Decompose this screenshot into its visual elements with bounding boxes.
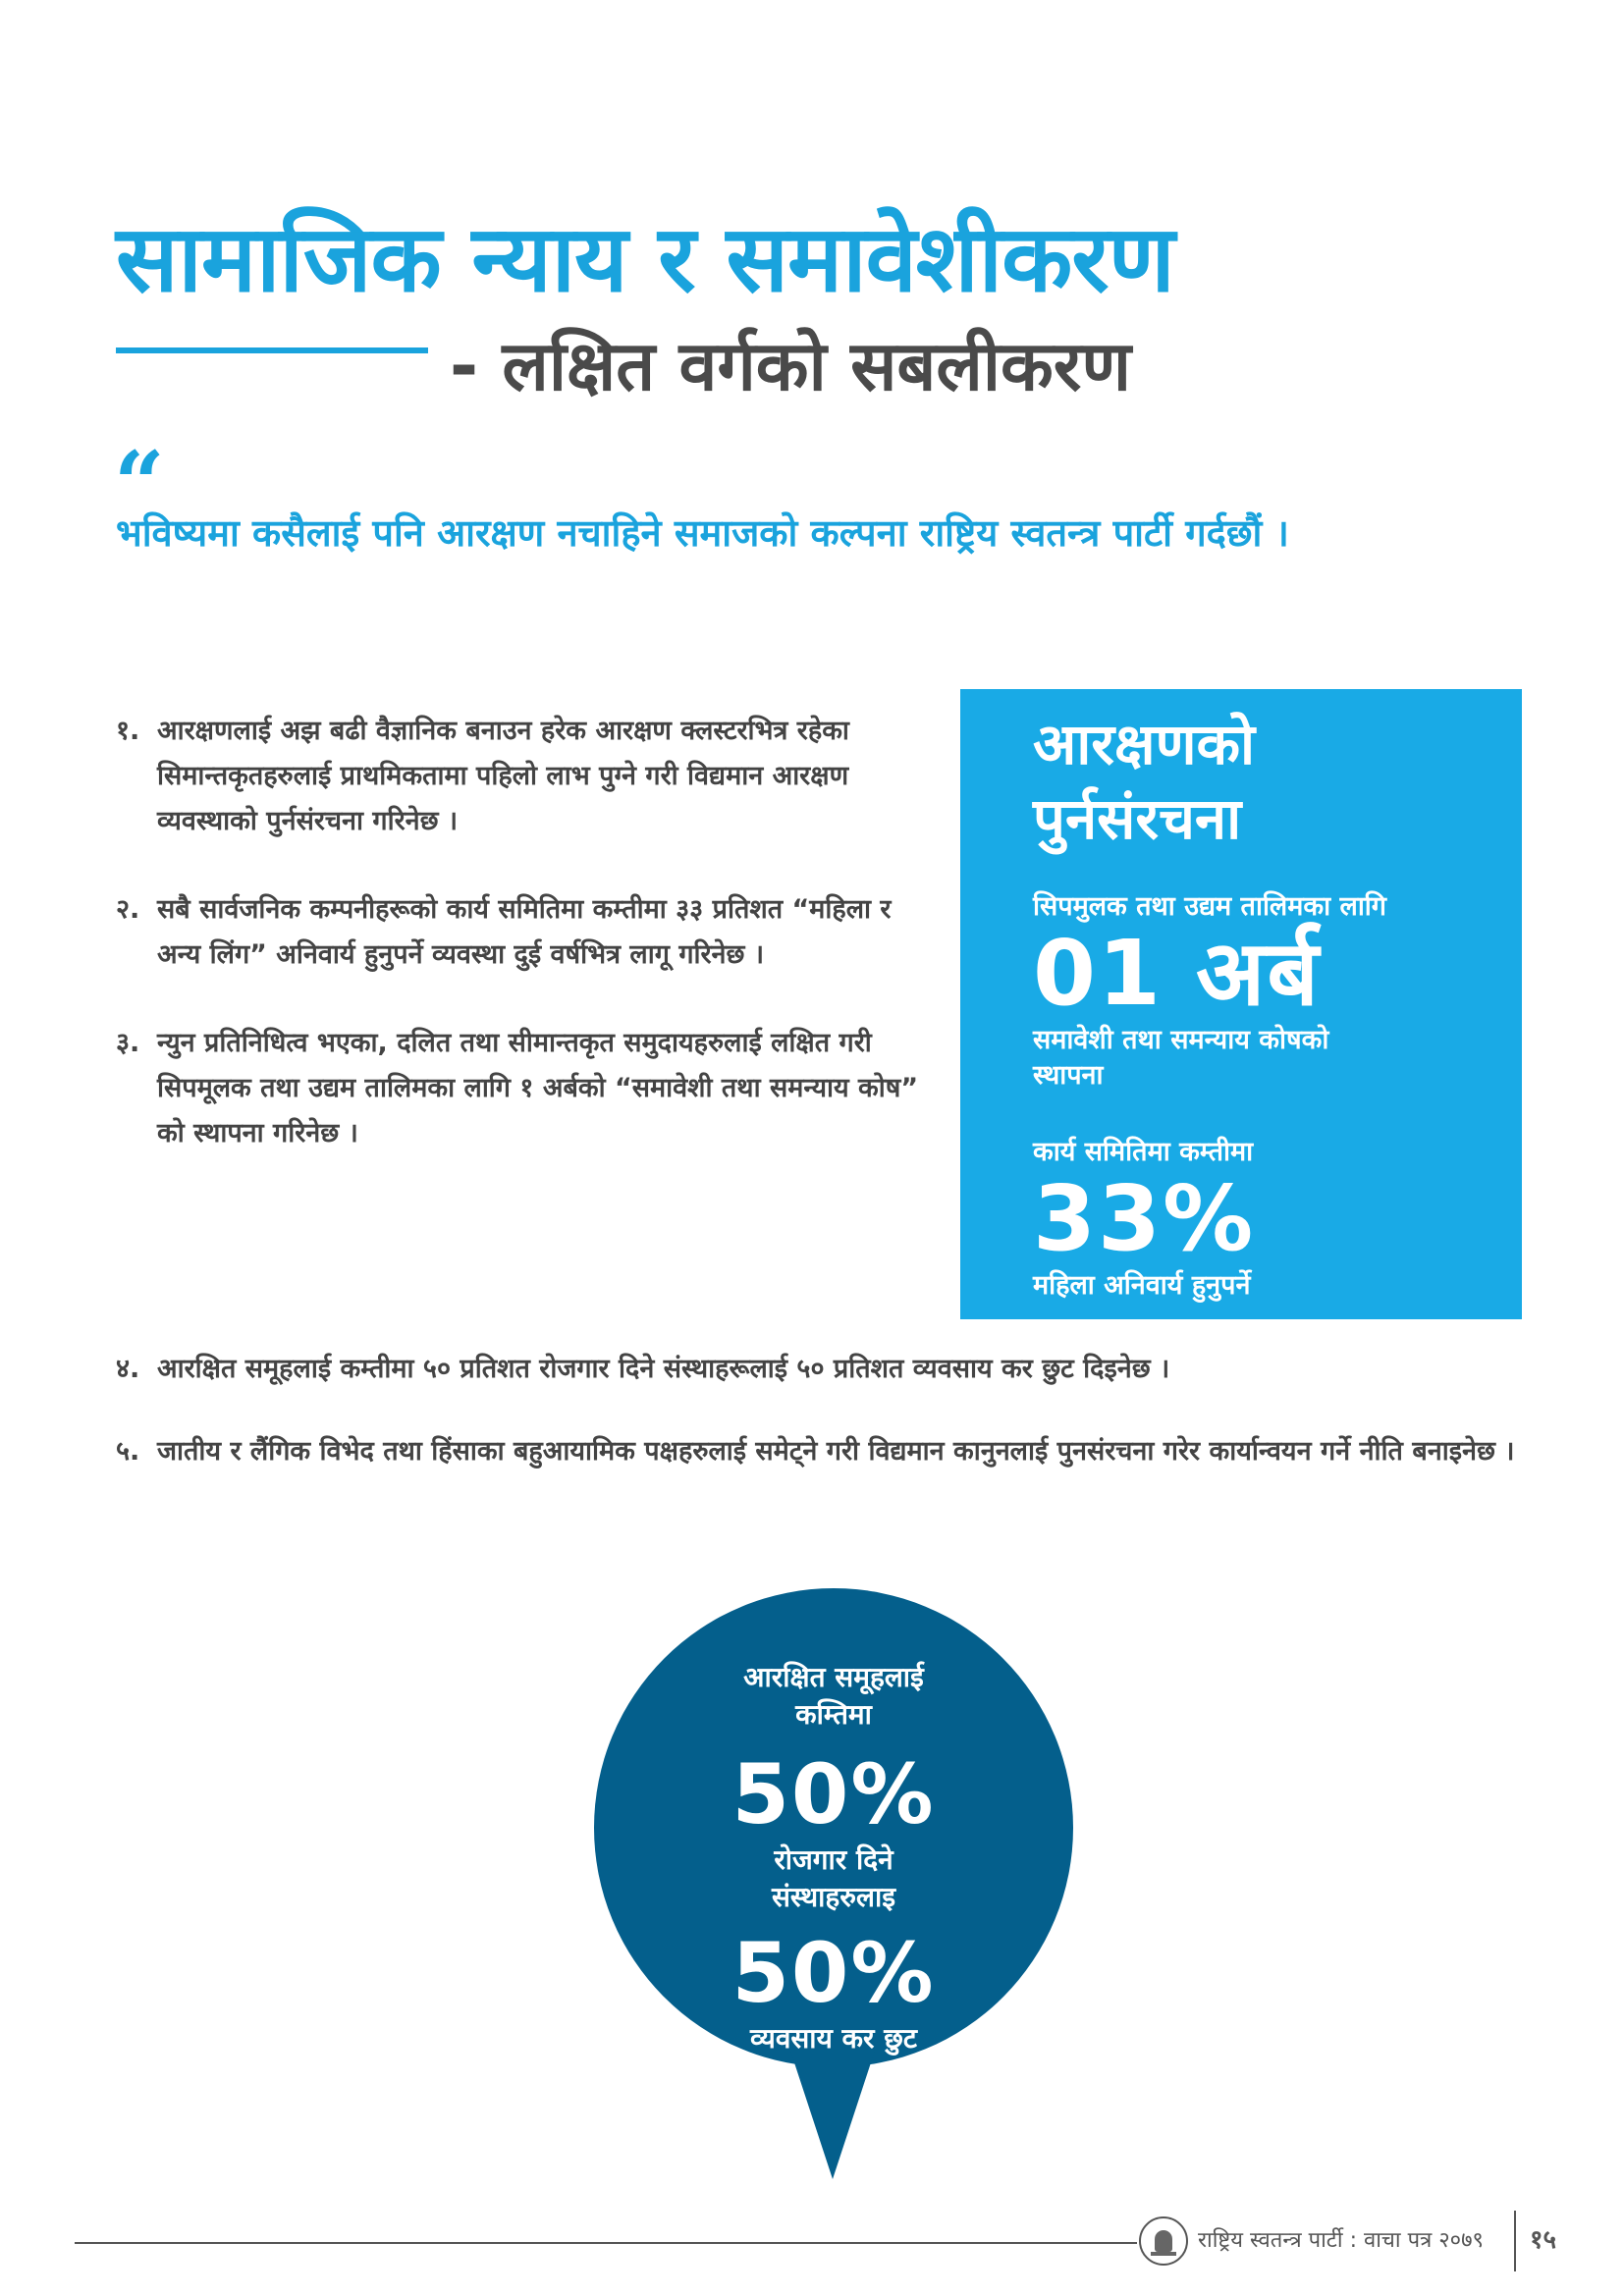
bell-logo-icon [1139,2216,1188,2266]
item-text: आरक्षणलाई अझ बढी वैज्ञानिक बनाउन हरेक आरक्षण क्लस्टरभित्र रहेका सिमान्तकृतहरुलाई प्राथमिकतामा पहिलो लाभ पुग्ने गरी विद्यमान आरक्षण व्यवस्थाको पुर्नसंरचना गरिनेछ । [157,716,849,836]
speech-bubble-content [594,1659,1073,2057]
commitment-list-bottom [116,1347,1530,1512]
bubble-text: रोजगार दिने [774,1843,893,1876]
bubble-tax-value: 50% [731,1925,936,2021]
bubble-employment-value: 50% [731,1746,936,1842]
speech-bubble-tail [787,2042,878,2179]
item-number: ३. [116,1028,140,1058]
page-title: सामाजिक न्याय र समावेशीकरण [116,206,1174,313]
pull-quote: भविष्यमा कसैलाई पनि आरक्षण नचाहिने समाजको कल्पना राष्ट्रिय स्वतन्त्र पार्टी गर्दछौं । [116,511,1289,555]
item-text: सबै सार्वजनिक कम्पनीहरूको कार्य समितिमा कम्तीमा ३३ प्रतिशत “महिला र अन्य लिंग” अनिवार्य हुनुपर्ने व्यवस्था दुई वर्षभित्र लागू गरिनेछ । [157,894,892,970]
list-item [116,1021,921,1156]
footer-rule [75,2242,1137,2244]
item-number: २. [116,894,140,925]
item-number: ५. [116,1436,140,1467]
item-text: न्युन प्रतिनिधित्व भएका, दलित तथा सीमान्तकृत समुदायहरुलाई लक्षित गरी सिपमूलक तथा उद्यम तालिमका लागि १ अर्बको “समावेशी तथा समन्याय कोष” को स्थापना गरिनेछ । [157,1028,919,1148]
fund-description-line: स्थापना [1033,1060,1104,1091]
item-text: आरक्षित समूहलाई कम्तीमा ५० प्रतिशत रोजगार दिने संस्थाहरूलाई ५० प्रतिशत व्यवसाय कर छुट दिइनेछ । [157,1354,1170,1384]
highlight-title-line: पुर्नसंरचना [1033,785,1242,852]
item-number: १. [116,716,140,746]
list-item [116,1429,1530,1474]
item-number: ४. [116,1354,140,1384]
list-item [116,709,921,844]
highlight-title-line: आरक्षणको [1033,711,1256,777]
page-number: १५ [1530,2225,1557,2255]
bubble-text: व्यवसाय कर छुट [750,2022,917,2055]
title-underline [116,347,428,353]
fund-value: 01 अर्ब [1033,921,1321,1026]
fund-description-line: समावेशी तथा समन्याय कोषको [1033,1025,1329,1055]
item-text: जातीय र लैंगिक विभेद तथा हिंसाका बहुआयामिक पक्षहरुलाई समेट्ने गरी विद्यमान कानुनलाई पुनसंरचना गरेर कार्यान्वयन गर्ने नीति बनाइनेछ । [157,1436,1515,1467]
bubble-text: आरक्षित समूहलाई [743,1661,924,1693]
highlight-box-title [1033,707,1449,856]
fund-label: सिपमुलक तथा उद्यम तालिमका लागि [1033,891,1387,922]
quote-mark-icon: “ [114,432,165,536]
commitment-list-top [116,709,921,1200]
footer-divider [1514,2211,1516,2271]
quota-value: 33% [1033,1166,1256,1271]
quota-label: कार्य समितिमा कम्तीमा [1033,1137,1254,1167]
list-item [116,1347,1530,1392]
bubble-text: संस्थाहरुलाइ [771,1881,895,1913]
quota-description: महिला अनिवार्य हुनुपर्ने [1033,1270,1251,1301]
fund-description [1033,1023,1449,1094]
footer-publication: राष्ट्रिय स्वतन्त्र पार्टी : वाचा पत्र २०७९ [1198,2228,1484,2253]
bubble-text: कम्तिमा [795,1698,872,1731]
page-subtitle: - लक्षित वर्गको सबलीकरण [450,326,1131,406]
list-item [116,887,921,978]
highlight-box [960,689,1522,1319]
